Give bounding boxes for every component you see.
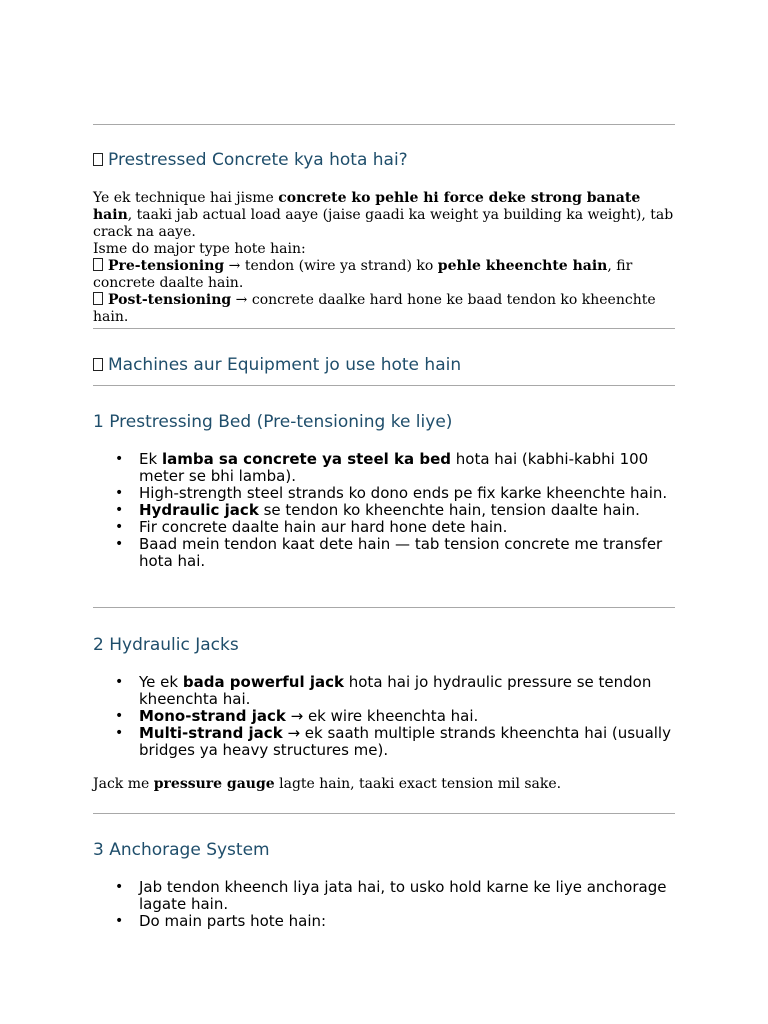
hydraulic-jacks-list	[93, 674, 675, 759]
section-heading-anchorage-system: 3 Anchorage System	[93, 840, 270, 860]
type-pre-tensioning: Pre-tensioning → tendon (wire ya strand) ko pehle kheenchte hain, fir concrete daalte hain.	[93, 258, 633, 291]
divider	[93, 813, 675, 814]
types-intro: Isme do major type hote hain:	[93, 241, 306, 257]
list-item: • Baad mein tendon kaat dete hain — tab tension concrete me transfer hota hai.	[139, 536, 675, 570]
missing-glyph-icon	[93, 292, 103, 305]
section-heading-prestressed-concrete: Prestressed Concrete kya hota hai?	[93, 150, 408, 170]
missing-glyph-icon	[93, 358, 103, 371]
divider	[93, 124, 675, 125]
list-item: • Ye ek bada powerful jack hota hai jo hydraulic pressure se tendon kheenchta hai.	[139, 674, 675, 708]
divider	[93, 607, 675, 608]
list-item: • Fir concrete daalte hain aur hard hone dete hain.	[139, 519, 675, 536]
intro-paragraph: Ye ek technique hai jisme concrete ko pehle hi force deke strong banate hain, taaki jab actual load aaye (jaise gaadi ka weight ya building ka weight), tab crack na aaye.	[93, 190, 674, 240]
list-item: • Ek lamba sa concrete ya steel ka bed hota hai (kabhi-kabhi 100 meter se bhi lamba).	[139, 451, 675, 485]
list-item: • High-strength steel strands ko dono ends pe fix karke kheenchte hain.	[139, 485, 675, 502]
section-heading-machines: Machines aur Equipment jo use hote hain	[93, 355, 461, 375]
missing-glyph-icon	[93, 153, 103, 166]
section-heading-prestressing-bed: 1 Prestressing Bed (Pre-tensioning ke liye)	[93, 412, 453, 432]
divider	[93, 385, 675, 386]
types-paragraph	[93, 241, 675, 326]
divider	[93, 328, 675, 329]
section-heading-hydraulic-jacks: 2 Hydraulic Jacks	[93, 635, 239, 655]
anchorage-list	[93, 879, 675, 930]
list-item: • Jab tendon kheench liya jata hai, to usko hold karne ke liye anchorage lagate hain.	[139, 879, 675, 913]
list-item: • Hydraulic jack se tendon ko kheenchte hain, tension daalte hain.	[139, 502, 675, 519]
pressure-gauge-note: Jack me pressure gauge lagte hain, taaki exact tension mil sake.	[93, 776, 562, 792]
type-post-tensioning: Post-tensioning → concrete daalke hard hone ke baad tendon ko kheenchte hain.	[93, 292, 656, 325]
list-item: • Do main parts hote hain:	[139, 913, 675, 930]
missing-glyph-icon	[93, 258, 103, 271]
list-item: • Mono-strand jack → ek wire kheenchta hai.	[139, 708, 675, 725]
list-item: • Multi-strand jack → ek saath multiple strands kheenchta hai (usually bridges ya heavy structures me).	[139, 725, 675, 759]
prestressing-bed-list	[93, 451, 675, 570]
